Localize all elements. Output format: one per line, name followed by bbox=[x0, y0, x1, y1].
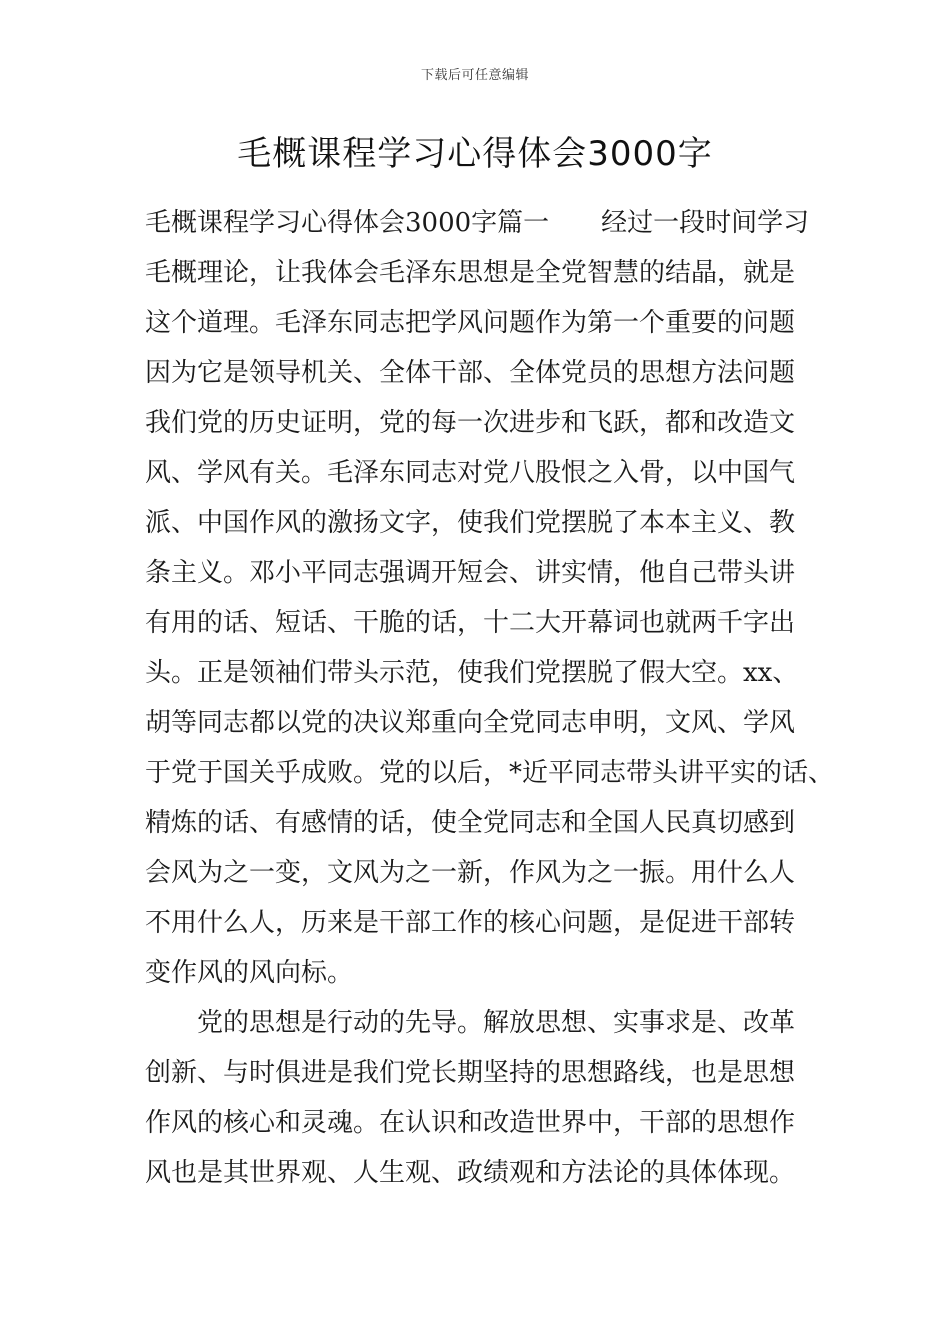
text-line: 这个道理。毛泽东同志把学风问题作为第一个重要的问题 bbox=[145, 308, 796, 338]
text-line: 条主义。邓小平同志强调开短会、讲实情，他自己带头讲 bbox=[145, 558, 796, 588]
paragraph-1 bbox=[145, 198, 835, 998]
header-note: 下载后可任意编辑 bbox=[420, 68, 529, 83]
text-line: 毛概理论，让我体会毛泽东思想是全党智慧的结晶，就是 bbox=[145, 258, 796, 288]
text-line: 变作风的风向标。 bbox=[145, 958, 354, 988]
document-body bbox=[145, 198, 835, 1198]
text-line: 头。正是领袖们带头示范，使我们党摆脱了假大空。xx、 bbox=[145, 658, 799, 688]
text-line: 党的思想是行动的先导。解放思想、实事求是、改革 bbox=[197, 1008, 796, 1038]
text-line: 因为它是领导机关、全体干部、全体党员的思想方法问题 bbox=[145, 358, 796, 388]
text-line: 风、学风有关。毛泽东同志对党八股恨之入骨，以中国气 bbox=[145, 458, 796, 488]
text-line: 会风为之一变，文风为之一新，作风为之一振。用什么人 bbox=[145, 858, 796, 888]
text-line: 创新、与时俱进是我们党长期坚持的思想路线，也是思想 bbox=[145, 1058, 796, 1088]
text-line: 派、中国作风的激扬文字，使我们党摆脱了本本主义、教 bbox=[145, 508, 796, 538]
text-line: 胡等同志都以党的决议郑重向全党同志申明，文风、学风 bbox=[145, 708, 796, 738]
document-title: 毛概课程学习心得体会3000字 bbox=[237, 134, 713, 174]
text-line: 我们党的历史证明，党的每一次进步和飞跃，都和改造文 bbox=[145, 408, 796, 438]
text-line: 不用什么人，历来是干部工作的核心问题，是促进干部转 bbox=[145, 908, 796, 938]
text-line: 于党于国关乎成败。党的以后，*近平同志带头讲平实的话、 bbox=[145, 758, 835, 788]
text-line: 作风的核心和灵魂。在认识和改造世界中，干部的思想作 bbox=[145, 1108, 796, 1138]
text-line: 精炼的话、有感情的话，使全党同志和全国人民真切感到 bbox=[145, 808, 796, 838]
text-line: 毛概课程学习心得体会3000字篇一 经过一段时间学习 bbox=[145, 208, 810, 238]
paragraph-2 bbox=[145, 998, 825, 1198]
text-line: 有用的话、短话、干脆的话，十二大开幕词也就两千字出 bbox=[145, 608, 796, 638]
text-line: 风也是其世界观、人生观、政绩观和方法论的具体体现。 bbox=[145, 1158, 796, 1188]
